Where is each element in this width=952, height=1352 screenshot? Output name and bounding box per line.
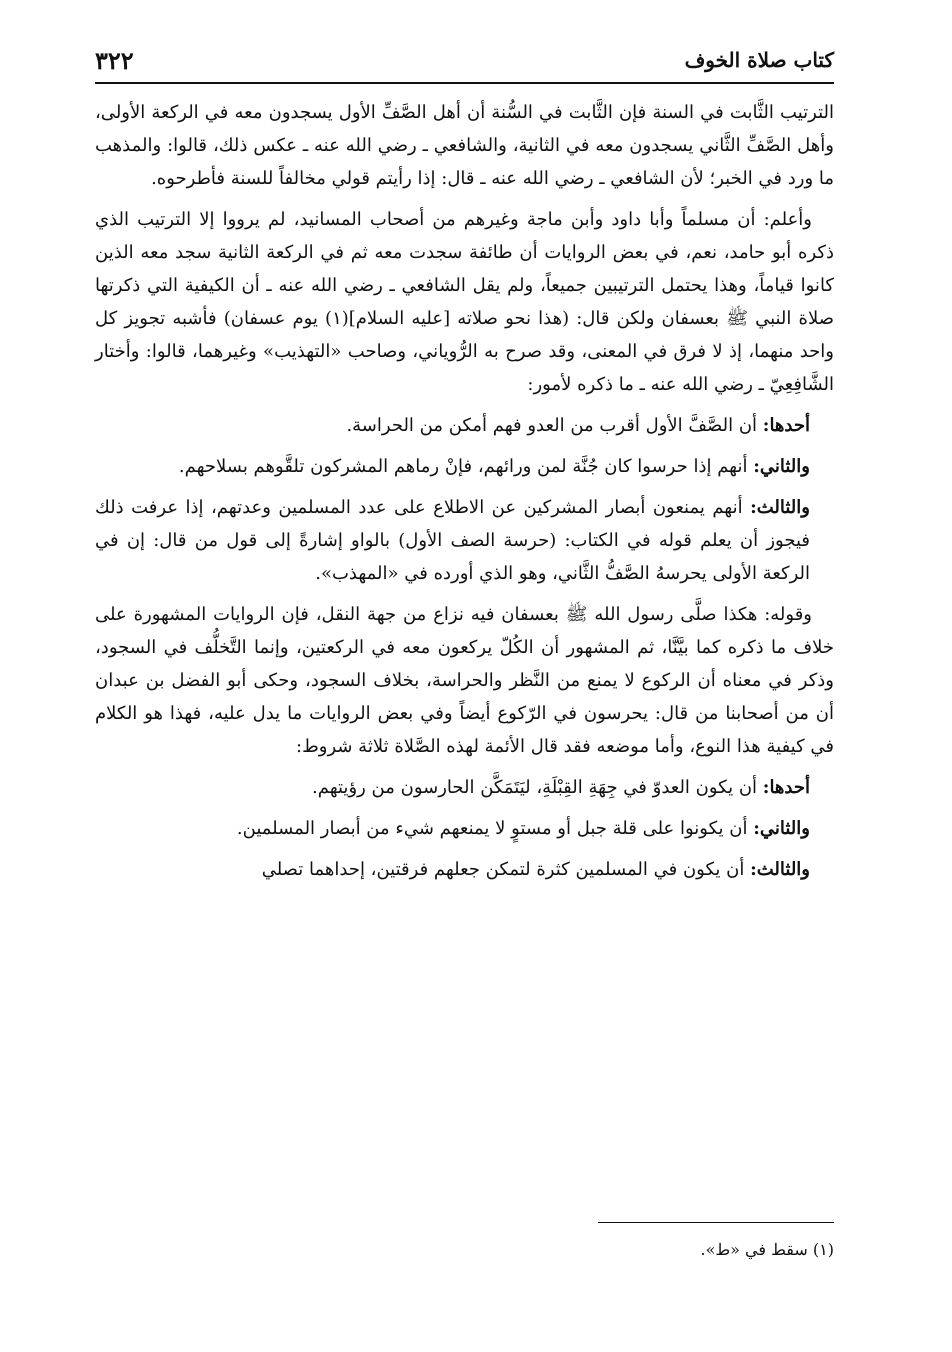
footnote-marker: (١) [812, 1240, 834, 1259]
condition-second-label: والثاني: [753, 818, 810, 839]
page-number: ٣٢٢ [95, 45, 134, 75]
paragraph-usfan: وقوله: هكذا صلَّى رسول الله ﷺ بعسفان فيه نزاع من جهة النقل، فإن الروايات المشهورة على خلاف ما ذكره كما بيَّنَّا، ثم المشهور أن الكُلّ يركعون معه في الركعتين، وإنما التَّخلُّف في السجود، وذكر في معناه أن الركوع لا يمنع من النَّظر والحراسة، بخلاف السجود، وحكى أبو الفضل بن عبدان أن من أصحابنا من قال: يحرسون في الرّكوع أيضاً وفي بعض الروايات ما يدل عليه، فهذا هو الكلام في كيفية هذا النوع، وأما موضعه فقد قال الأئمة لهذه الصَّلاة ثلاثة شروط: [95, 604, 834, 757]
footnote-text: سقط في «ط». [700, 1240, 808, 1259]
running-title: كتاب صلاة الخوف [684, 48, 834, 72]
header-rule [95, 82, 834, 84]
reason-second-text: أنهم إذا حرسوا كان جُنَّة لمن ورائهم، فإنْ رماهم المشركون تلقَّوهم بسلاحهم. [178, 456, 748, 477]
page-header [95, 40, 834, 80]
condition-second-text: أن يكونوا على قلة جبل أو مستوٍ لا يمنعهم شيء من أبصار المسلمين. [236, 818, 748, 839]
condition-second [95, 812, 834, 845]
main-text [95, 96, 834, 894]
reason-first-text: أن الصَّفَّ الأول أقرب من العدو فهم أمكن من الحراسة. [346, 415, 758, 436]
reason-first-label: أحدها: [762, 415, 810, 436]
reason-third [95, 491, 834, 590]
condition-first-label: أحدها: [762, 777, 810, 798]
condition-first-text: أن يكون العدوّ في جِهَةِ القِبْلَةِ، ليَتَمَكَّن الحارسون من رؤيتهم. [312, 777, 758, 798]
condition-third-label: والثالث: [750, 859, 810, 880]
footnote-rule [598, 1222, 834, 1223]
condition-first [95, 771, 834, 804]
paragraph-muslim-abu-dawud: وأعلم: أن مسلماً وأبا داود وأبن ماجة وغيرهم من أصحاب المسانيد، لم يرووا إلا الترتيب الذي ذكره أبو حامد، نعم، في بعض الروايات أن طائفة سجدت معه ثم في الركعة الثانية سجد معه الذين كانوا قياماً، وهذا يحتمل الترتيبين جميعاً، ولم يقل الشافعي ـ رضي الله عنه ـ أن الكيفية التي ذكرتها صلاة النبي ﷺ بعسفان ولكن قال: (هذا نحو صلاته [عليه السلام](١) يوم عسفان) فأشبه تجويز كل واحد منهما، إذ لا فرق في المعنى، وقد صرح به الرُّوياني، وصاحب «التهذيب» وغيرهما، قالوا: وأختار الشَّافِعِيّ ـ رضي الله عنه ـ ما ذكره لأمور: [95, 209, 834, 395]
reason-third-text: أنهم يمنعون أبصار المشركين عن الاطلاع على عدد المسلمين وعدتهم، إذا عرفت ذلك فيجوز أن يعلم قوله في الكتاب: (حرسة الصف الأول) بالواو إشارةً إلى قول من قال: إن في الركعة الأولى يحرسهُ الصَّفُّ الثَّاني، وهو الذي أورده في «المهذب». [95, 497, 810, 584]
condition-third [95, 853, 834, 886]
condition-third-text: أن يكون في المسلمين كثرة لتمكن جعلهم فرقتين، إحداهما تصلي [261, 859, 745, 880]
paragraph-intro: الترتيب الثَّابت في السنة فإن الثَّابت في السُّنة أن أهل الصَّفِّ الأول يسجدون معه في الركعة الأولى، وأهل الصَّفِّ الثَّاني يسجدون معه في الثانية، والشافعي ـ رضي الله عنه ـ عكس ذلك، قالوا: والمذهب ما ورد في الخبر؛ لأن الشافعي ـ رضي الله عنه ـ قال: إذا رأيتم قولي مخالفاً للسنة فأطرحوه. [95, 102, 834, 189]
reason-second [95, 450, 834, 483]
reason-first [95, 409, 834, 442]
reason-third-label: والثالث: [750, 497, 810, 518]
footnote [95, 1236, 834, 1264]
reason-second-label: والثاني: [753, 456, 810, 477]
